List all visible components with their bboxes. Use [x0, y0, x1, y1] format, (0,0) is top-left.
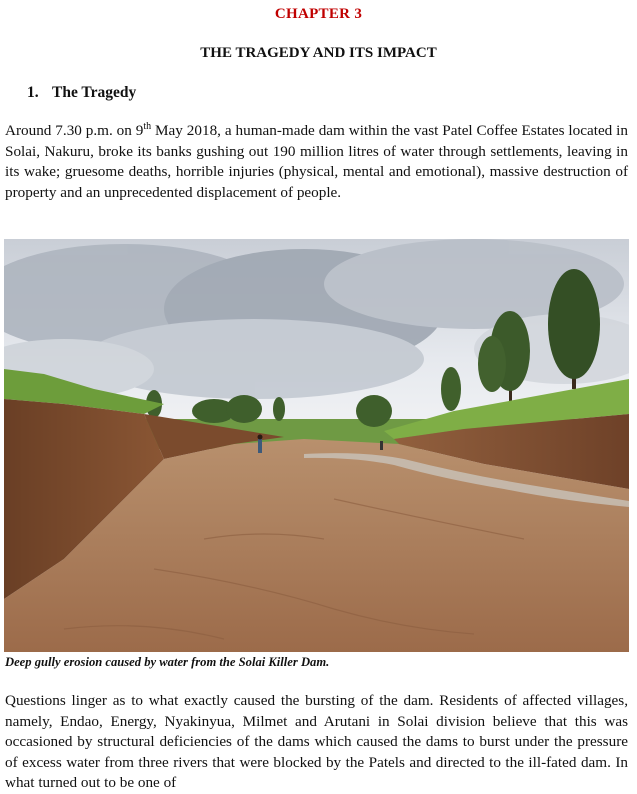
paragraph-questions: Questions linger as to what exactly caused the bursting of the dam. Residents of affected villages, namely, Endao, Energy, Nyakinyua, Milmet and Arutani in Solai division believe that this was occasioned by structural deficiencies of the dams which caused the dams to burst under the pressure of excess water from three rivers that were blocked by the Patels and directed to the ill-fated dam. In what turned out to be one of	[5, 692, 628, 791]
chapter-title: THE TRAGEDY AND ITS IMPACT	[200, 45, 437, 61]
paragraph-intro-rest: May 2018, a human-made dam within the vast Patel Coffee Estates located in Solai, Nakuru, broke its banks gushing out 190 million litres of water through settlements, leaving in its wake; gruesome deaths, horrible injuries (physical, mental and emotional), massive destruction of property and an unprecedented displacement of people.	[5, 122, 628, 201]
clouds	[4, 239, 629, 399]
gully-erosion-photo	[4, 239, 629, 652]
photo-illustration	[4, 239, 629, 652]
person-figure-distant	[380, 441, 383, 450]
section-number: 1.	[27, 84, 39, 101]
person-figure	[258, 435, 263, 454]
chapter-heading: CHAPTER 3	[274, 6, 363, 22]
section-title: The Tragedy	[52, 84, 137, 101]
figure-caption: Deep gully erosion caused by water from the Solai Killer Dam.	[5, 655, 330, 669]
section-heading	[27, 84, 136, 102]
paragraph-intro-start: Around 7.30 p.m. on 9	[5, 122, 144, 139]
date-ordinal-suffix: th	[143, 120, 152, 132]
paragraph-intro	[5, 121, 628, 203]
